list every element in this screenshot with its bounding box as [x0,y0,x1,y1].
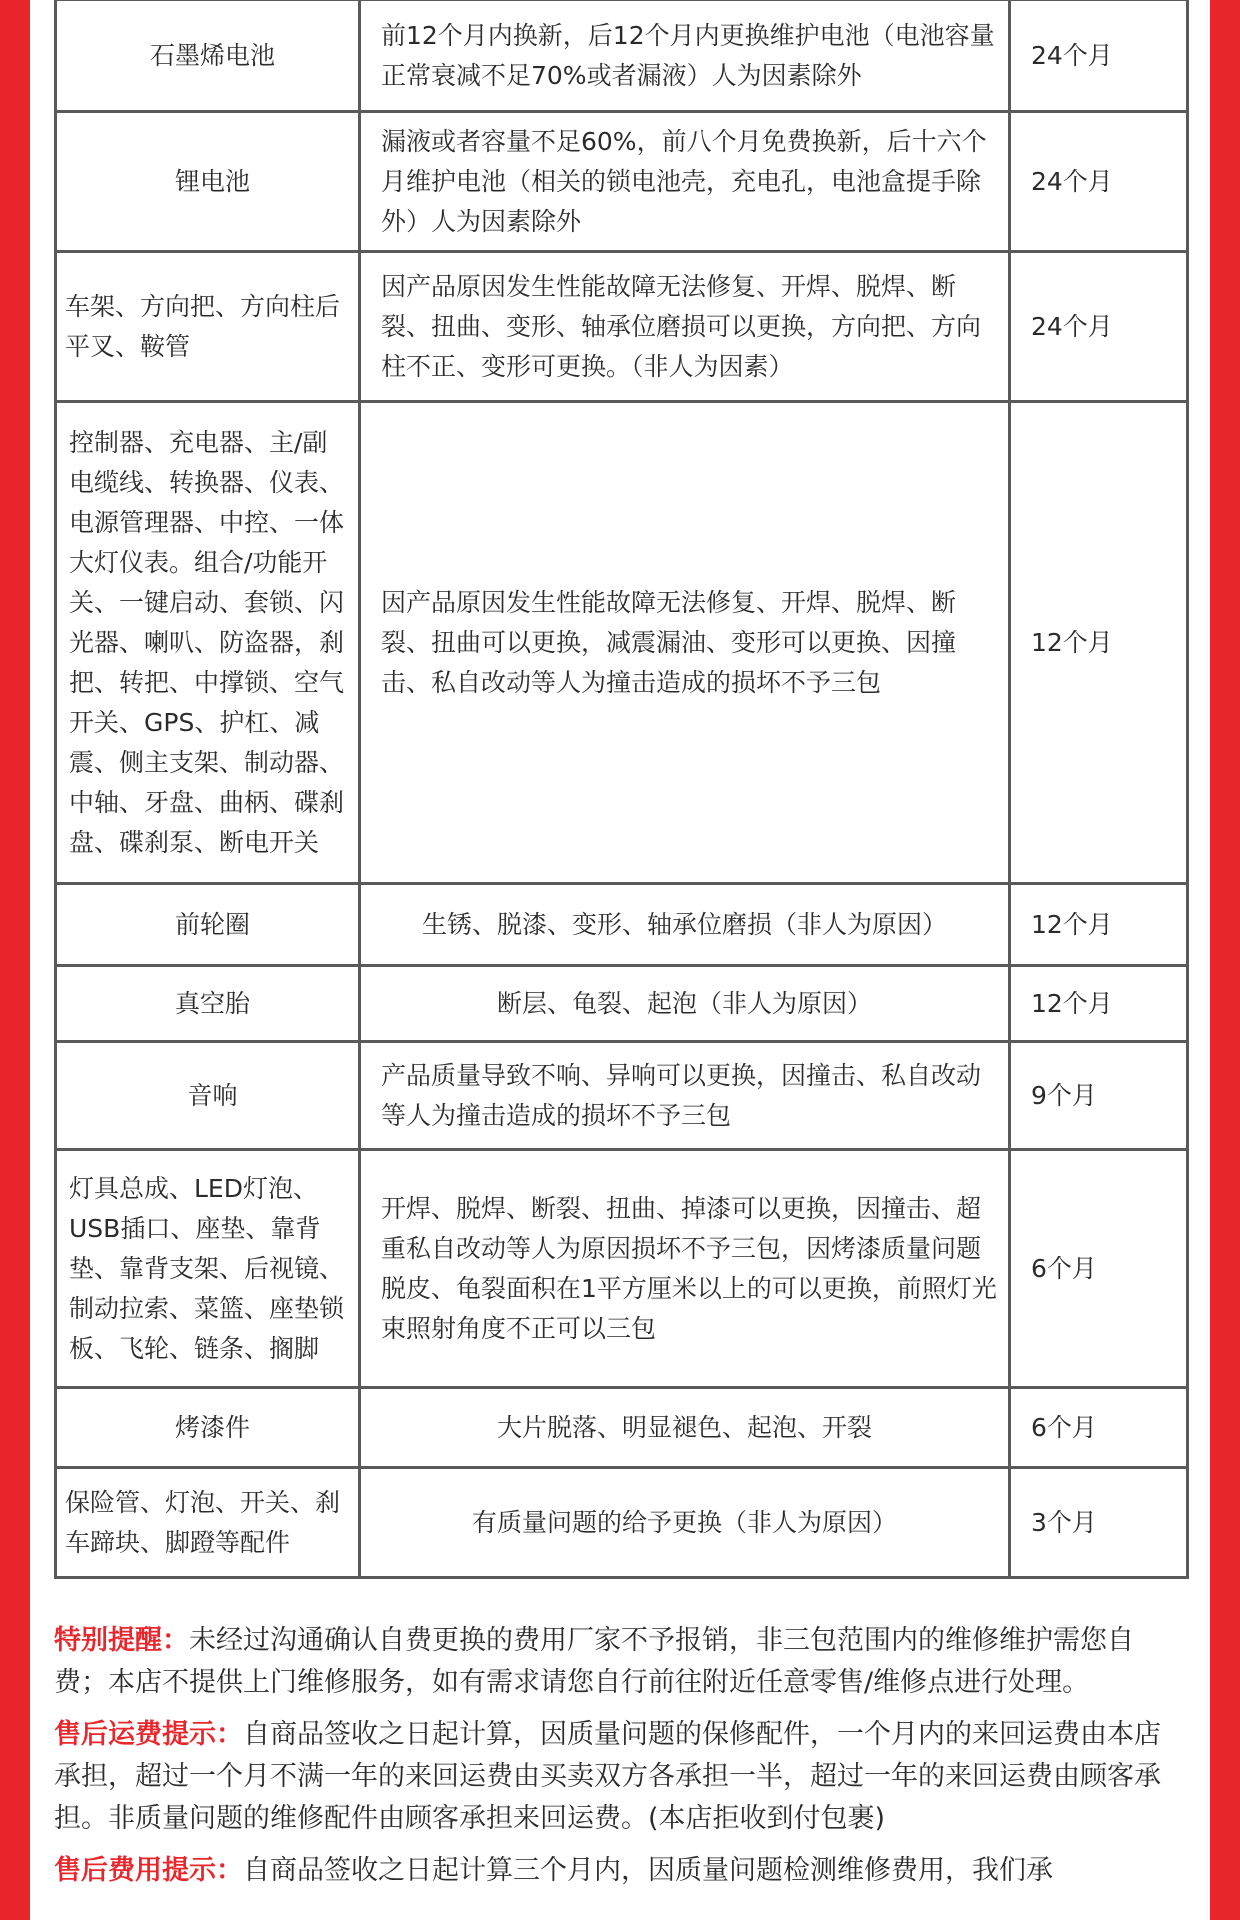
coverage-description: 大片脱落、明显褪色、起泡、开裂 [360,1388,1010,1468]
coverage-description: 断层、龟裂、起泡（非人为原因） [360,966,1010,1042]
shipping-notice-label: 售后运费提示： [54,1719,243,1750]
table-row [56,1150,1188,1388]
table-row [56,402,1188,884]
cost-notice-text: 自商品签收之日起计算三个月内，因质量问题检测维修费用，我们承 [243,1855,1053,1886]
coverage-description: 生锈、脱漆、变形、轴承位磨损（非人为原因） [360,884,1010,966]
coverage-description: 因产品原因发生性能故障无法修复、开焊、脱焊、断裂、扭曲、变形、轴承位磨损可以更换，方向把、方向柱不正、变形可更换。（非人为因素） [360,252,1010,402]
warranty-panel [30,0,1210,1920]
warranty-term: 9个月 [1010,1042,1188,1150]
table-row [56,252,1188,402]
warranty-term: 6个月 [1010,1150,1188,1388]
table-row [56,1468,1188,1578]
table-row [56,1388,1188,1468]
cost-notice-label: 售后费用提示： [54,1855,243,1886]
part-name: 真空胎 [56,966,360,1042]
part-name: 前轮圈 [56,884,360,966]
shipping-notice [54,1714,1186,1840]
part-name: 保险管、灯泡、开关、刹车蹄块、脚蹬等配件 [56,1468,360,1578]
table-row [56,884,1188,966]
warranty-term: 24个月 [1010,0,1188,112]
cost-notice [54,1850,1186,1892]
warranty-term: 12个月 [1010,402,1188,884]
warranty-term: 3个月 [1010,1468,1188,1578]
table-row [56,112,1188,252]
warranty-term: 24个月 [1010,112,1188,252]
coverage-description: 因产品原因发生性能故障无法修复、开焊、脱焊、断裂、扭曲可以更换，减震漏油、变形可以更换、因撞击、私自改动等人为撞击造成的损坏不予三包 [360,402,1010,884]
coverage-description: 前12个月内换新，后12个月内更换维护电池（电池容量正常衰减不足70%或者漏液）人为因素除外 [360,0,1010,112]
warranty-term: 6个月 [1010,1388,1188,1468]
table-row [56,1042,1188,1150]
table-row [56,0,1188,112]
part-name: 石墨烯电池 [56,0,360,112]
special-reminder-label: 特别提醒： [54,1625,189,1656]
coverage-description: 有质量问题的给予更换（非人为原因） [360,1468,1010,1578]
warranty-table [54,0,1189,1579]
warranty-term: 12个月 [1010,884,1188,966]
warranty-term: 24个月 [1010,252,1188,402]
coverage-description: 开焊、脱焊、断裂、扭曲、掉漆可以更换，因撞击、超重私自改动等人为原因损坏不予三包，因烤漆质量问题脱皮、龟裂面积在1平方厘米以上的可以更换，前照灯光束照射角度不正可以三包 [360,1150,1010,1388]
table-row [56,966,1188,1042]
shipping-notice-text: 自商品签收之日起计算，因质量问题的保修配件，一个月内的来回运费由本店承担，超过一个月不满一年的来回运费由买卖双方各承担一半，超过一年的来回运费由顾客承担。非质量问题的维修配件由顾客承担来回运费。(本店拒收到付包裹) [54,1719,1161,1834]
part-name: 锂电池 [56,112,360,252]
special-reminder [54,1620,1186,1704]
special-reminder-text: 未经过沟通确认自费更换的费用厂家不予报销，非三包范围内的维修维护需您自费；本店不提供上门维修服务，如有需求请您自行前往附近任意零售/维修点进行处理。 [54,1625,1134,1698]
part-name: 音响 [56,1042,360,1150]
part-name: 车架、方向把、方向柱后平叉、鞍管 [56,252,360,402]
warranty-term: 12个月 [1010,966,1188,1042]
coverage-description: 产品质量导致不响、异响可以更换，因撞击、私自改动等人为撞击造成的损坏不予三包 [360,1042,1010,1150]
part-name: 控制器、充电器、主/副电缆线、转换器、仪表、电源管理器、中控、一体大灯仪表。组合/功能开关、一键启动、套锁、闪光器、喇叭、防盗器，刹把、转把、中撑锁、空气开关、GPS、护杠、减震、侧主支架、制动器、中轴、牙盘、曲柄、碟刹盘、碟刹泵、断电开关 [56,402,360,884]
coverage-description: 漏液或者容量不足60%，前八个月免费换新，后十六个月维护电池（相关的锁电池壳，充电孔，电池盒提手除外）人为因素除外 [360,112,1010,252]
notes-section [54,1620,1186,1902]
part-name: 烤漆件 [56,1388,360,1468]
part-name: 灯具总成、LED灯泡、USB插口、座垫、靠背垫、靠背支架、后视镜、制动拉索、菜篮、座垫锁板、飞轮、链条、搁脚 [56,1150,360,1388]
